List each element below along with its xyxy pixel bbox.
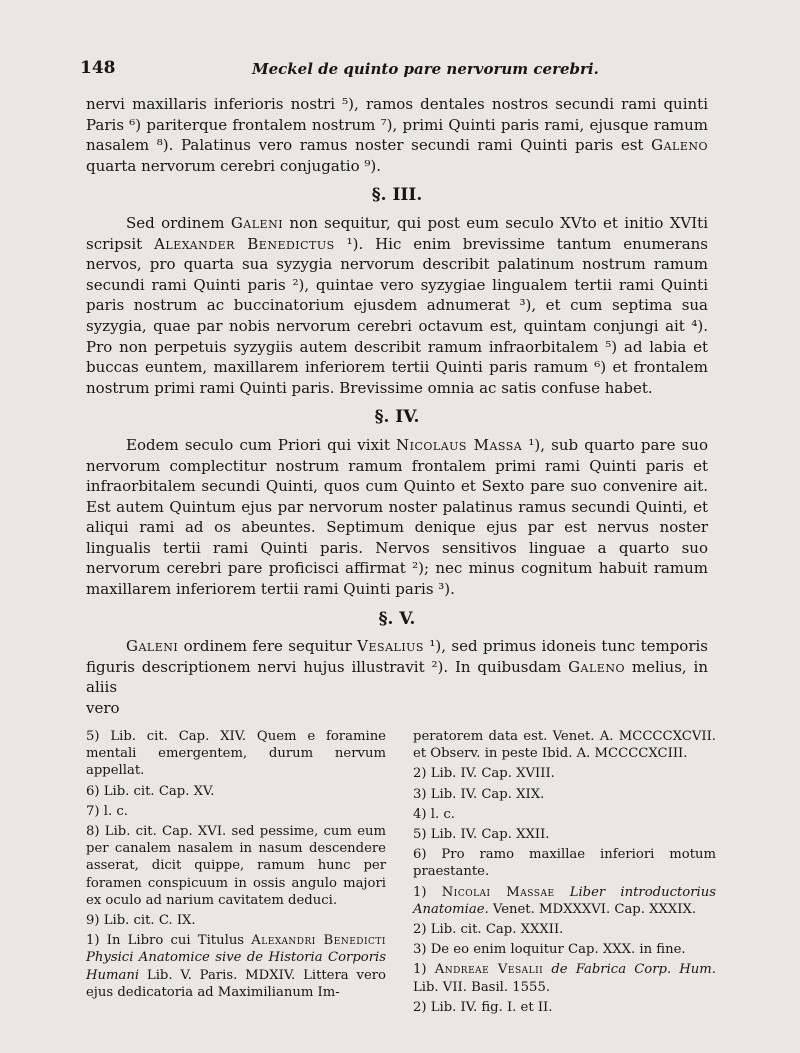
footnote: 8) Lib. cit. Cap. XVI. sed pessime, cum eum per canalem nasalem in nasum descendere asserat, dicit quippe, ramum hunc per foramen conspicuum in ossis angulo majori ex oculo ad narium cavitatem deduci. [86,824,386,908]
author-name: Alexander Benedictus [154,234,335,253]
author-name: Vesalius [357,637,424,656]
footnote-continuation: peratorem data est. Venet. A. MCCCCXCVII. et Observ. in peste Ibid. A. MCCCCXCIII. [413,729,716,762]
footnote: 1) In Libro cui Titulus Alexandri Benedicti Physici Anatomice sive de Historia Corporis Humani Lib. V. Paris. MDXIV. Littera vero ejus dedicatoria ad Maximilianum Im- [86,933,386,1000]
footnotes-left-column [86,728,386,1004]
main-text [86,94,708,719]
footnote: 2) Lib. cit. Cap. XXXII. [413,922,564,938]
footnote: 2) Lib. IV. Cap. XVIII. [413,766,555,782]
footnote: 1) Andreae Vesalii de Fabrica Corp. Hum. Lib. VII. Basil. 1555. [413,962,716,995]
footnote: 6) Pro ramo maxillae inferiori motum praestante. [413,847,716,880]
paragraph-section-iv: Eodem seculo cum Priori qui vixit Nicolaus Massa ¹), sub quarto pare suo nervorum complectitur nostrum ramum frontalem primi rami Quinti paris et infraorbitalem secundi Quinti, quos cum Quinto et Sexto pare suo convenire ait. Est autem Quintum ejus par nervorum noster palatinus ramus secundi Quinti, et aliqui rami ad os abeuntes. Septimum denique ejus par est nervus noster lingualis tertii rami Quinti paris. Nervos sensitivos linguae a quarto suo nervorum cerebri pare proficisci affirmat ²); nec minus cognitum habuit ramum maxillarem inferiorem tertii rami Quinti paris ³). [86,435,708,599]
running-title: Meckel de quinto pare nervorum cerebri. [252,60,599,78]
catchword: vero [86,699,120,718]
footnote: 6) Lib. cit. Cap. XV. [86,783,215,799]
author-name: Galeni [126,637,179,656]
footnotes-right-column [413,728,716,1019]
author-name: Galeno [651,136,708,155]
footnote: 1) Nicolai Massae Liber introductorius Anatomiae. Venet. MDXXXVI. Cap. XXXIX. [413,884,716,917]
section-heading-iii: §. III. [371,185,423,206]
paragraph-section-iii: Sed ordinem Galeni non sequitur, qui post eum seculo XVto et initio XVIti scripsit Alexander Benedictus ¹). Hic enim brevissime tantum enumerans nervos, pro quarta sua syzygia nervorum describit palatinum nostrum ramum secundi rami Quinti paris ²), quintae vero syzygiae lingualem tertii rami Quinti paris nostrum ac buccinatorium ejusdem adnumerat ³), et cum septima sua syzygia, quae par nobis nervorum cerebri octavum est, quintam conjungi ait ⁴). Pro non perpetuis syzygiis autem describit ramum infraorbitalem ⁵) ad labia et buccas euntem, maxillarem inferiorem tertii Quinti paris ramum ⁶) et frontalem nostrum primi rami Quinti paris. Brevissime omnia ac satis confuse habet. [86,213,709,397]
page-header [80,58,730,82]
paragraph-section-v: Galeni ordinem fere sequitur Vesalius ¹), sed primus idoneis tunc temporis figuris descriptionem nervi hujus illustravit ²). In quibusdam Galeno melius, in aliis [86,637,708,697]
footnote: 9) Lib. cit. C. IX. [86,913,196,929]
author-name: Galeni [230,213,284,232]
footnote: 5) Lib. cit. Cap. XIV. Quem e foramine mentali emergentem, durum nervum appellat. [86,729,386,779]
footnote: 3) De eo enim loquitur Cap. XXX. in fine. [413,942,686,958]
footnote: 4) l. c. [413,806,455,822]
author-name: Galeno [568,657,625,676]
section-heading-v: §. V. [378,608,416,629]
footnote: 2) Lib. IV. fig. I. et II. [413,999,553,1015]
footnote: 3) Lib. IV. Cap. XIX. [413,786,545,802]
paragraph-continuation: nervi maxillaris inferioris nostri ⁵), ramos dentales nostros secundi rami quinti Paris ⁶) pariterque frontalem nostrum ⁷), primi Quinti paris rami, ejusque ramum nasalem ⁸). Palatinus vero ramus noster secundi rami Quinti paris est Galeno quarta nervorum cerebri conjugatio ⁹). [86,95,708,175]
footnote: 7) l. c. [86,803,128,819]
page-number: 148 [80,58,116,78]
footnote: 5) Lib. IV. Cap. XXII. [413,827,550,843]
footnote-divider [86,719,708,720]
section-heading-iv: §. IV. [374,407,420,428]
author-name: Nicolaus Massa [396,435,523,454]
